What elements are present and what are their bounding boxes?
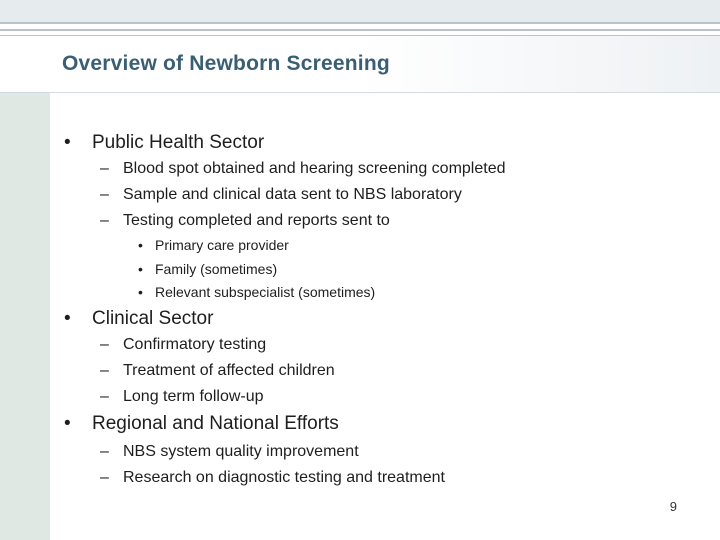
item-dash: –	[100, 443, 109, 460]
list-item: NBS system quality improvement	[123, 443, 359, 460]
list-item: Long term follow-up	[123, 388, 264, 405]
list-item: Testing completed and reports sent to	[123, 212, 390, 229]
item-dash: –	[100, 388, 109, 405]
list-item: Research on diagnostic testing and treatment	[123, 469, 445, 486]
section-heading: Public Health Sector	[92, 132, 265, 153]
item-dash: –	[100, 362, 109, 379]
page-number: 9	[669, 499, 677, 514]
item-dash: –	[100, 469, 109, 486]
item-dash: –	[100, 186, 109, 203]
subitem-bullet: •	[138, 284, 143, 300]
sub-list-item: Relevant subspecialist (sometimes)	[155, 284, 376, 300]
section-heading: Clinical Sector	[92, 308, 214, 329]
list-item: Sample and clinical data sent to NBS laboratory	[123, 186, 462, 203]
section-bullet: •	[64, 413, 71, 434]
list-item: Blood spot obtained and hearing screening completed	[123, 160, 506, 177]
section-heading: Regional and National Efforts	[92, 413, 339, 434]
section-bullet: •	[64, 132, 71, 153]
section-bullet: •	[64, 308, 71, 329]
sub-list-item: Primary care provider	[155, 237, 289, 253]
subitem-bullet: •	[138, 237, 143, 253]
subitem-bullet: •	[138, 261, 143, 277]
item-dash: –	[100, 336, 109, 353]
slide-title: Overview of Newborn Screening	[62, 52, 390, 75]
sub-list-item: Family (sometimes)	[155, 261, 278, 277]
item-dash: –	[100, 212, 109, 229]
list-item: Treatment of affected children	[123, 362, 335, 379]
list-item: Confirmatory testing	[123, 336, 267, 353]
item-dash: –	[100, 160, 109, 177]
